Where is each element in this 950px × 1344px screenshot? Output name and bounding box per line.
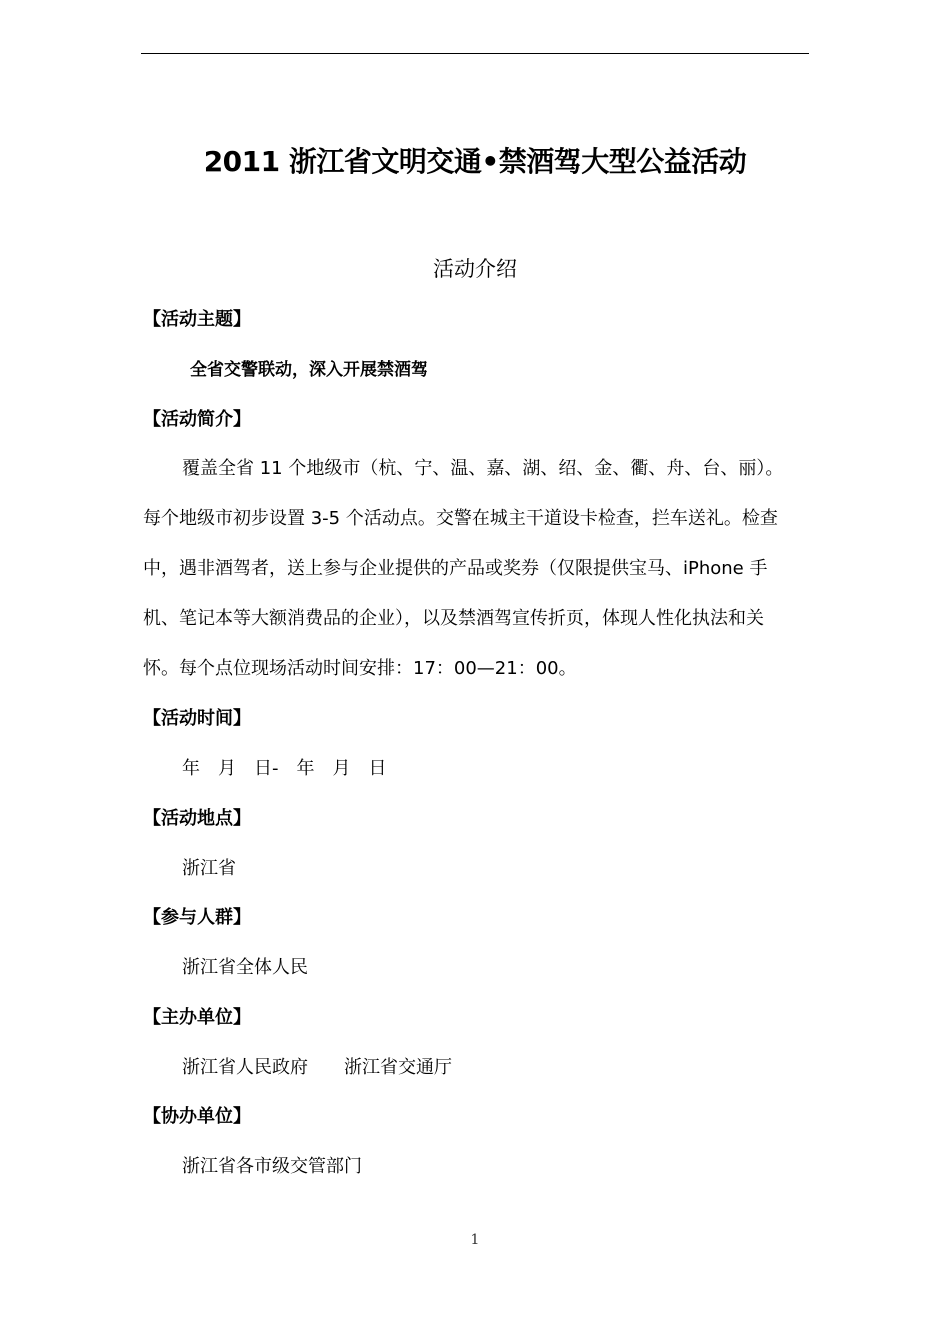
header-rule bbox=[141, 53, 809, 54]
document-subtitle: 活动介绍 bbox=[433, 257, 517, 281]
time-heading: 【活动时间】 bbox=[143, 708, 251, 729]
theme-heading: 【活动主题】 bbox=[143, 309, 251, 330]
audience-heading: 【参与人群】 bbox=[143, 907, 251, 928]
page-number: 1 bbox=[470, 1232, 480, 1248]
intro-line: 机、笔记本等大额消费品的企业），以及禁酒驾宣传折页，体现人性化执法和关 bbox=[143, 608, 764, 629]
audience-text: 浙江省全体人民 bbox=[182, 957, 308, 978]
organizer-list bbox=[182, 1055, 452, 1081]
intro-line: 每个地级市初步设置 3-5 个活动点。交警在城主干道设卡检查，拦车送礼。检查 bbox=[143, 508, 778, 529]
location-heading: 【活动地点】 bbox=[143, 808, 251, 829]
intro-line: 中，遇非酒驾者，送上参与企业提供的产品或奖券（仅限提供宝马、iPhone 手 bbox=[143, 558, 768, 579]
theme-text: 全省交警联动，深入开展禁酒驾 bbox=[190, 360, 428, 380]
organizer-heading: 【主办单位】 bbox=[143, 1007, 251, 1028]
location-text: 浙江省 bbox=[182, 858, 236, 879]
intro-line: 覆盖全省 11 个地级市（杭、宁、温、嘉、湖、绍、金、衢、舟、台、丽）。 bbox=[182, 458, 784, 479]
organizer-item: 浙江省交通厅 bbox=[344, 1057, 452, 1078]
intro-line: 怀。每个点位现场活动时间安排：17：00—21：00。 bbox=[143, 658, 577, 679]
time-text: 年 月 日- 年 月 日 bbox=[182, 758, 387, 779]
organizer-item: 浙江省人民政府 bbox=[182, 1057, 308, 1078]
document-title: 2011 浙江省文明交通•禁酒驾大型公益活动 bbox=[203, 145, 747, 178]
co-organizer-text: 浙江省各市级交管部门 bbox=[182, 1156, 362, 1177]
co-organizer-heading: 【协办单位】 bbox=[143, 1106, 251, 1127]
intro-heading: 【活动简介】 bbox=[143, 409, 251, 430]
